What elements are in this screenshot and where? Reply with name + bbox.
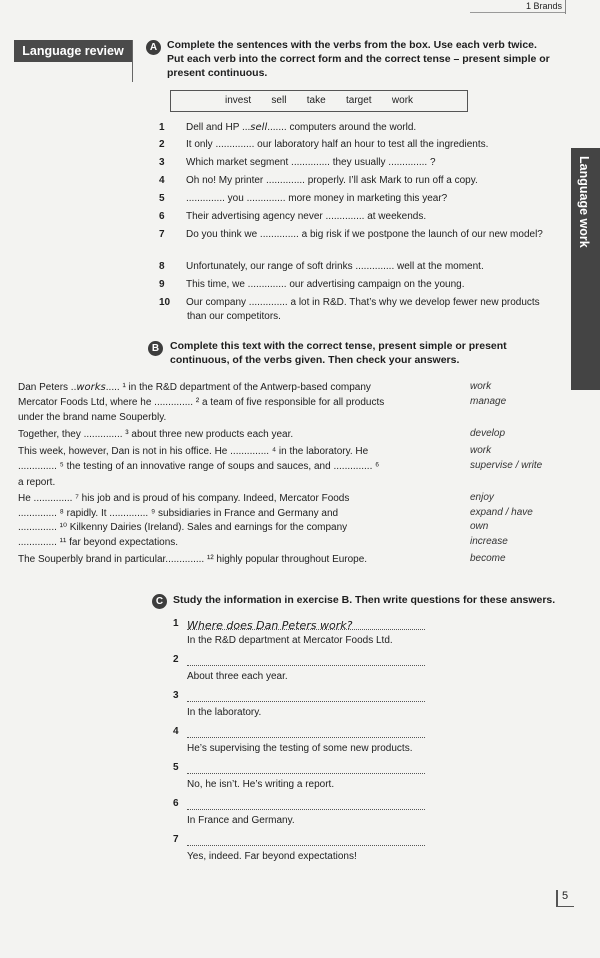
exercise-a-item: [159, 228, 557, 242]
label-rule: [132, 40, 133, 82]
item-number: 10: [159, 297, 171, 308]
text-line: [18, 476, 55, 490]
text: Together, they .............. ³ about three new products each year.: [18, 429, 294, 440]
item-number: 5: [159, 193, 165, 204]
question-number: 2: [173, 654, 179, 665]
answer-line: [187, 760, 425, 774]
item-number: 1: [159, 122, 165, 133]
side-tab-label: Language work: [577, 156, 591, 248]
answer-line: [187, 652, 425, 666]
header-rule: [470, 12, 565, 13]
answer-line: [187, 796, 425, 810]
item-text-after: ....... computers around the world.: [267, 122, 417, 133]
header-divider: [565, 0, 566, 14]
item-text: Do you think we .............. a big risk if we postpone the launch of our new model?: [186, 229, 543, 240]
answer-line: [187, 616, 425, 630]
verb-prompt: increase: [470, 536, 508, 547]
text: a report.: [18, 477, 56, 488]
word-box: invest sell take target work: [170, 90, 468, 112]
language-review-label: Language review: [14, 40, 132, 62]
running-header: 1 Brands: [525, 1, 562, 11]
given-answer: In the R&D department at Mercator Foods Ltd.: [187, 635, 393, 646]
text-line: [18, 411, 166, 425]
given-answer: He’s supervising the testing of some new products.: [187, 743, 413, 754]
text: The Souperbly brand in particular.............. ¹² highly popular throughout Europe.: [18, 554, 368, 565]
text: .............. ⁵ the testing of an innovative range of soups and sauces, and .............. ⁶: [18, 461, 380, 472]
text-line: [18, 428, 293, 442]
question-number: 7: [173, 834, 179, 845]
question-number: 1: [173, 618, 179, 629]
exercise-b-badge: B: [148, 341, 163, 356]
given-answer: About three each year.: [187, 671, 288, 682]
verb-prompt: manage: [470, 396, 507, 407]
exercise-a-item: [159, 296, 557, 324]
handwritten-answer: works: [76, 382, 106, 393]
text-line: [18, 507, 338, 521]
exercise-a-item: [159, 278, 557, 292]
side-tab: [571, 148, 600, 390]
item-text: It only .............. our laboratory half an hour to test all the ingredients.: [186, 139, 489, 150]
exercise-a-instruction: Complete the sentences with the verbs from the box. Use each verb twice. Put each verb into the correct form and the correct tense – present simple or present continuous.: [167, 39, 550, 79]
exercise-a-item: [159, 121, 557, 135]
exercise-a-item: [159, 138, 557, 152]
item-number: 6: [159, 211, 165, 222]
text-line: [18, 396, 384, 410]
text: He .............. ⁷ his job and is proud of his company. Indeed, Mercator Foods: [18, 493, 350, 504]
given-answer: Yes, indeed. Far beyond expectations!: [187, 851, 357, 862]
page-number: 5: [562, 890, 569, 902]
exercise-a-badge: A: [146, 40, 161, 55]
item-text: Their advertising agency never .............. at weekends.: [186, 211, 427, 222]
question-number: 5: [173, 762, 179, 773]
text-line: [18, 521, 347, 535]
verb-prompt: own: [470, 521, 489, 532]
text: .............. ¹⁰ Kilkenny Dairies (Ireland). Sales and earnings for the company: [18, 522, 348, 533]
verb-prompt: become: [470, 553, 506, 564]
question-number: 6: [173, 798, 179, 809]
text-line: [18, 553, 367, 567]
verb-prompt: enjoy: [470, 492, 494, 503]
text: This week, however, Dan is not in his office. He .............. ⁴ in the laboratory. He: [18, 446, 369, 457]
text-line: [18, 381, 371, 395]
item-text-before: Dell and HP ...: [186, 122, 251, 133]
item-text: Which market segment .............. they usually .............. ?: [186, 157, 436, 168]
given-answer: In France and Germany.: [187, 815, 295, 826]
item-text: Oh no! My printer .............. properly. I’ll ask Mark to run off a copy.: [186, 175, 478, 186]
text: .............. ¹¹ far beyond expectations.: [18, 537, 179, 548]
verb-prompt: expand / have: [470, 507, 533, 518]
text-after: ..... ¹ in the R&D department of the Antwerp-based company: [105, 382, 371, 393]
handwritten-question: Where does Dan Peters work?: [187, 619, 353, 632]
exercise-a-item: [159, 260, 557, 274]
item-text: Our company .............. a lot in R&D. That’s why we develop fewer new products than our competitors.: [186, 297, 540, 322]
item-number: 3: [159, 157, 165, 168]
question-number: 3: [173, 690, 179, 701]
text: Mercator Foods Ltd, where he .............. ² a team of five responsible for all products: [18, 397, 385, 408]
answer-line: [187, 832, 425, 846]
given-answer: In the laboratory.: [187, 707, 262, 718]
item-number: 9: [159, 279, 165, 290]
answer-line: [187, 724, 425, 738]
text-line: [18, 536, 178, 550]
text: .............. ⁸ rapidly. It .............. ⁹ subsidiaries in France and Germany and: [18, 508, 339, 519]
text-line: [18, 445, 368, 459]
exercise-a-item: [159, 192, 557, 206]
item-number: 7: [159, 229, 165, 240]
item-number: 8: [159, 261, 165, 272]
verb-prompt: supervise / write: [470, 460, 543, 471]
text-before: Dan Peters ..: [18, 382, 77, 393]
exercise-c-badge: C: [152, 594, 167, 609]
text-line: [18, 492, 349, 506]
question-number: 4: [173, 726, 179, 737]
answer-line: [187, 688, 425, 702]
text-line: [18, 460, 379, 474]
given-answer: No, he isn’t. He’s writing a report.: [187, 779, 335, 790]
exercise-b-instruction: Complete this text with the correct tense, present simple or present continuous, of the verbs given. Then check your answers.: [170, 340, 507, 366]
verb-prompt: develop: [470, 428, 506, 439]
exercise-a-item: [159, 174, 557, 188]
handwritten-answer: sell: [250, 122, 268, 133]
verb-prompt: work: [470, 445, 492, 456]
item-text: This time, we .............. our advertising campaign on the young.: [186, 279, 465, 290]
text: under the brand name Souperbly.: [18, 412, 167, 423]
item-number: 4: [159, 175, 165, 186]
exercise-c-instruction: Study the information in exercise B. Then write questions for these answers.: [173, 594, 556, 606]
exercise-a-item: [159, 156, 557, 170]
exercise-a-item: [159, 210, 557, 224]
item-number: 2: [159, 139, 165, 150]
item-text: .............. you .............. more money in marketing this year?: [186, 193, 448, 204]
item-text: Unfortunately, our range of soft drinks .............. well at the moment.: [186, 261, 484, 272]
verb-prompt: work: [470, 381, 492, 392]
